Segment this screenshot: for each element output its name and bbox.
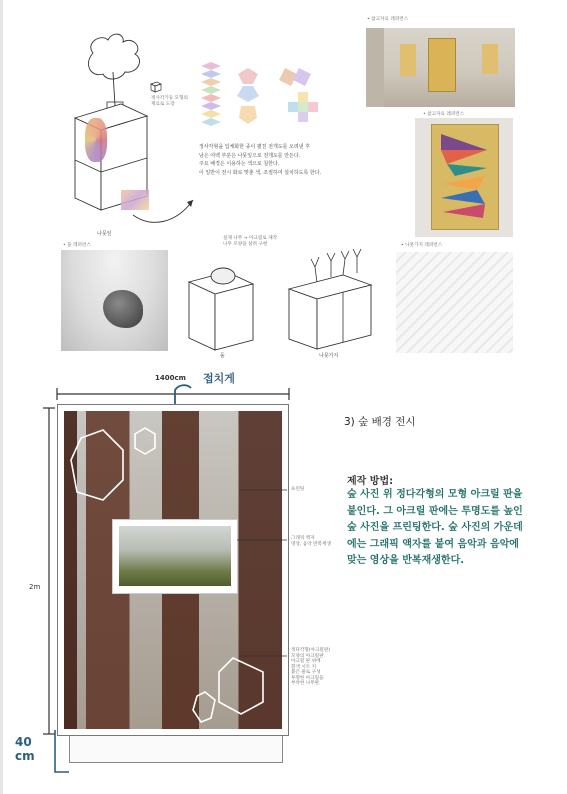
ref-stone-caption: • 돌 레퍼런스 (63, 243, 91, 248)
branch-box-sketch (285, 245, 385, 355)
stone-box-sketch (183, 250, 263, 355)
width-label: 1400cm (155, 374, 186, 382)
graphic-frame (112, 519, 238, 594)
depth-label: 40 cm (15, 735, 35, 763)
leaf-description: 정사각형을 입체화한 종이 펼친 전개도를 오려낸 후 남은 여백 부분은 나뭇잎으로 전개도를 만든다. 주요 배경은 이용하는 색으로 칠한다. 이 일반이 전시 화로 맞춘 색, 조절하여 설치하도록 한다. (199, 144, 322, 176)
label-leaf: 나뭇잎 (97, 231, 112, 237)
label-branch: 나뭇가지 (319, 353, 339, 359)
acrylic-note: 정사각기둥 모형의 재료로 도장 (151, 96, 188, 107)
curved-arrow-icon (131, 190, 201, 230)
small-cube-icon (149, 80, 163, 94)
ref-mid-caption: • 참고자료 레퍼런스 (423, 112, 465, 117)
ref-top-caption: • 참고자료 레퍼런스 (367, 17, 409, 22)
polyhedron-nets (193, 60, 343, 140)
fold-label: 접치게 (203, 372, 235, 385)
reference-photo-stone (61, 250, 168, 351)
label-stone: 돌 (220, 353, 225, 359)
reference-photo-gallery (366, 28, 515, 107)
ref-branch-caption: • 나뭇가지 레퍼런스 (401, 243, 443, 248)
section-title: 3) 숲 배경 전시 (344, 416, 416, 428)
method-label: 제작 방법: (347, 476, 394, 487)
panel-base (69, 736, 283, 763)
annotation-acrylic: 정다각형(아크릴판) 모양의 아크릴판. 아크릴 판 위에 흰색 시트 지 붙은 줄로 구성 투명한 아크릴을 부착한 나무판. (291, 648, 331, 686)
height-label: 2m (29, 583, 41, 591)
annotation-printing: 프린팅 (291, 487, 305, 492)
annotation-leaders (233, 480, 293, 680)
stone-note: 실제 나무 → 아크릴로 제작 나무 모양을 살려 구현 (223, 236, 278, 247)
graphic-frame-photo (119, 526, 231, 586)
method-text: 숲 사진 위 정다각형의 모형 아크릴 판을 붙인다. 그 아크릴 판에는 투명도를 높인 숲 사진을 프린팅한다. 숲 사진의 가운데에는 그래픽 액자를 붙여 음악과 음악에 맞는 영상을 반복재생한다. (347, 489, 523, 566)
height-dimension-line (39, 404, 59, 744)
box-pattern-upper (85, 118, 107, 162)
annotation-graphic-frame: 그래픽 액자 영상, 음악 반복재생 (291, 536, 331, 547)
reference-photo-wall (396, 252, 513, 353)
reference-photo-spiral (415, 118, 513, 237)
